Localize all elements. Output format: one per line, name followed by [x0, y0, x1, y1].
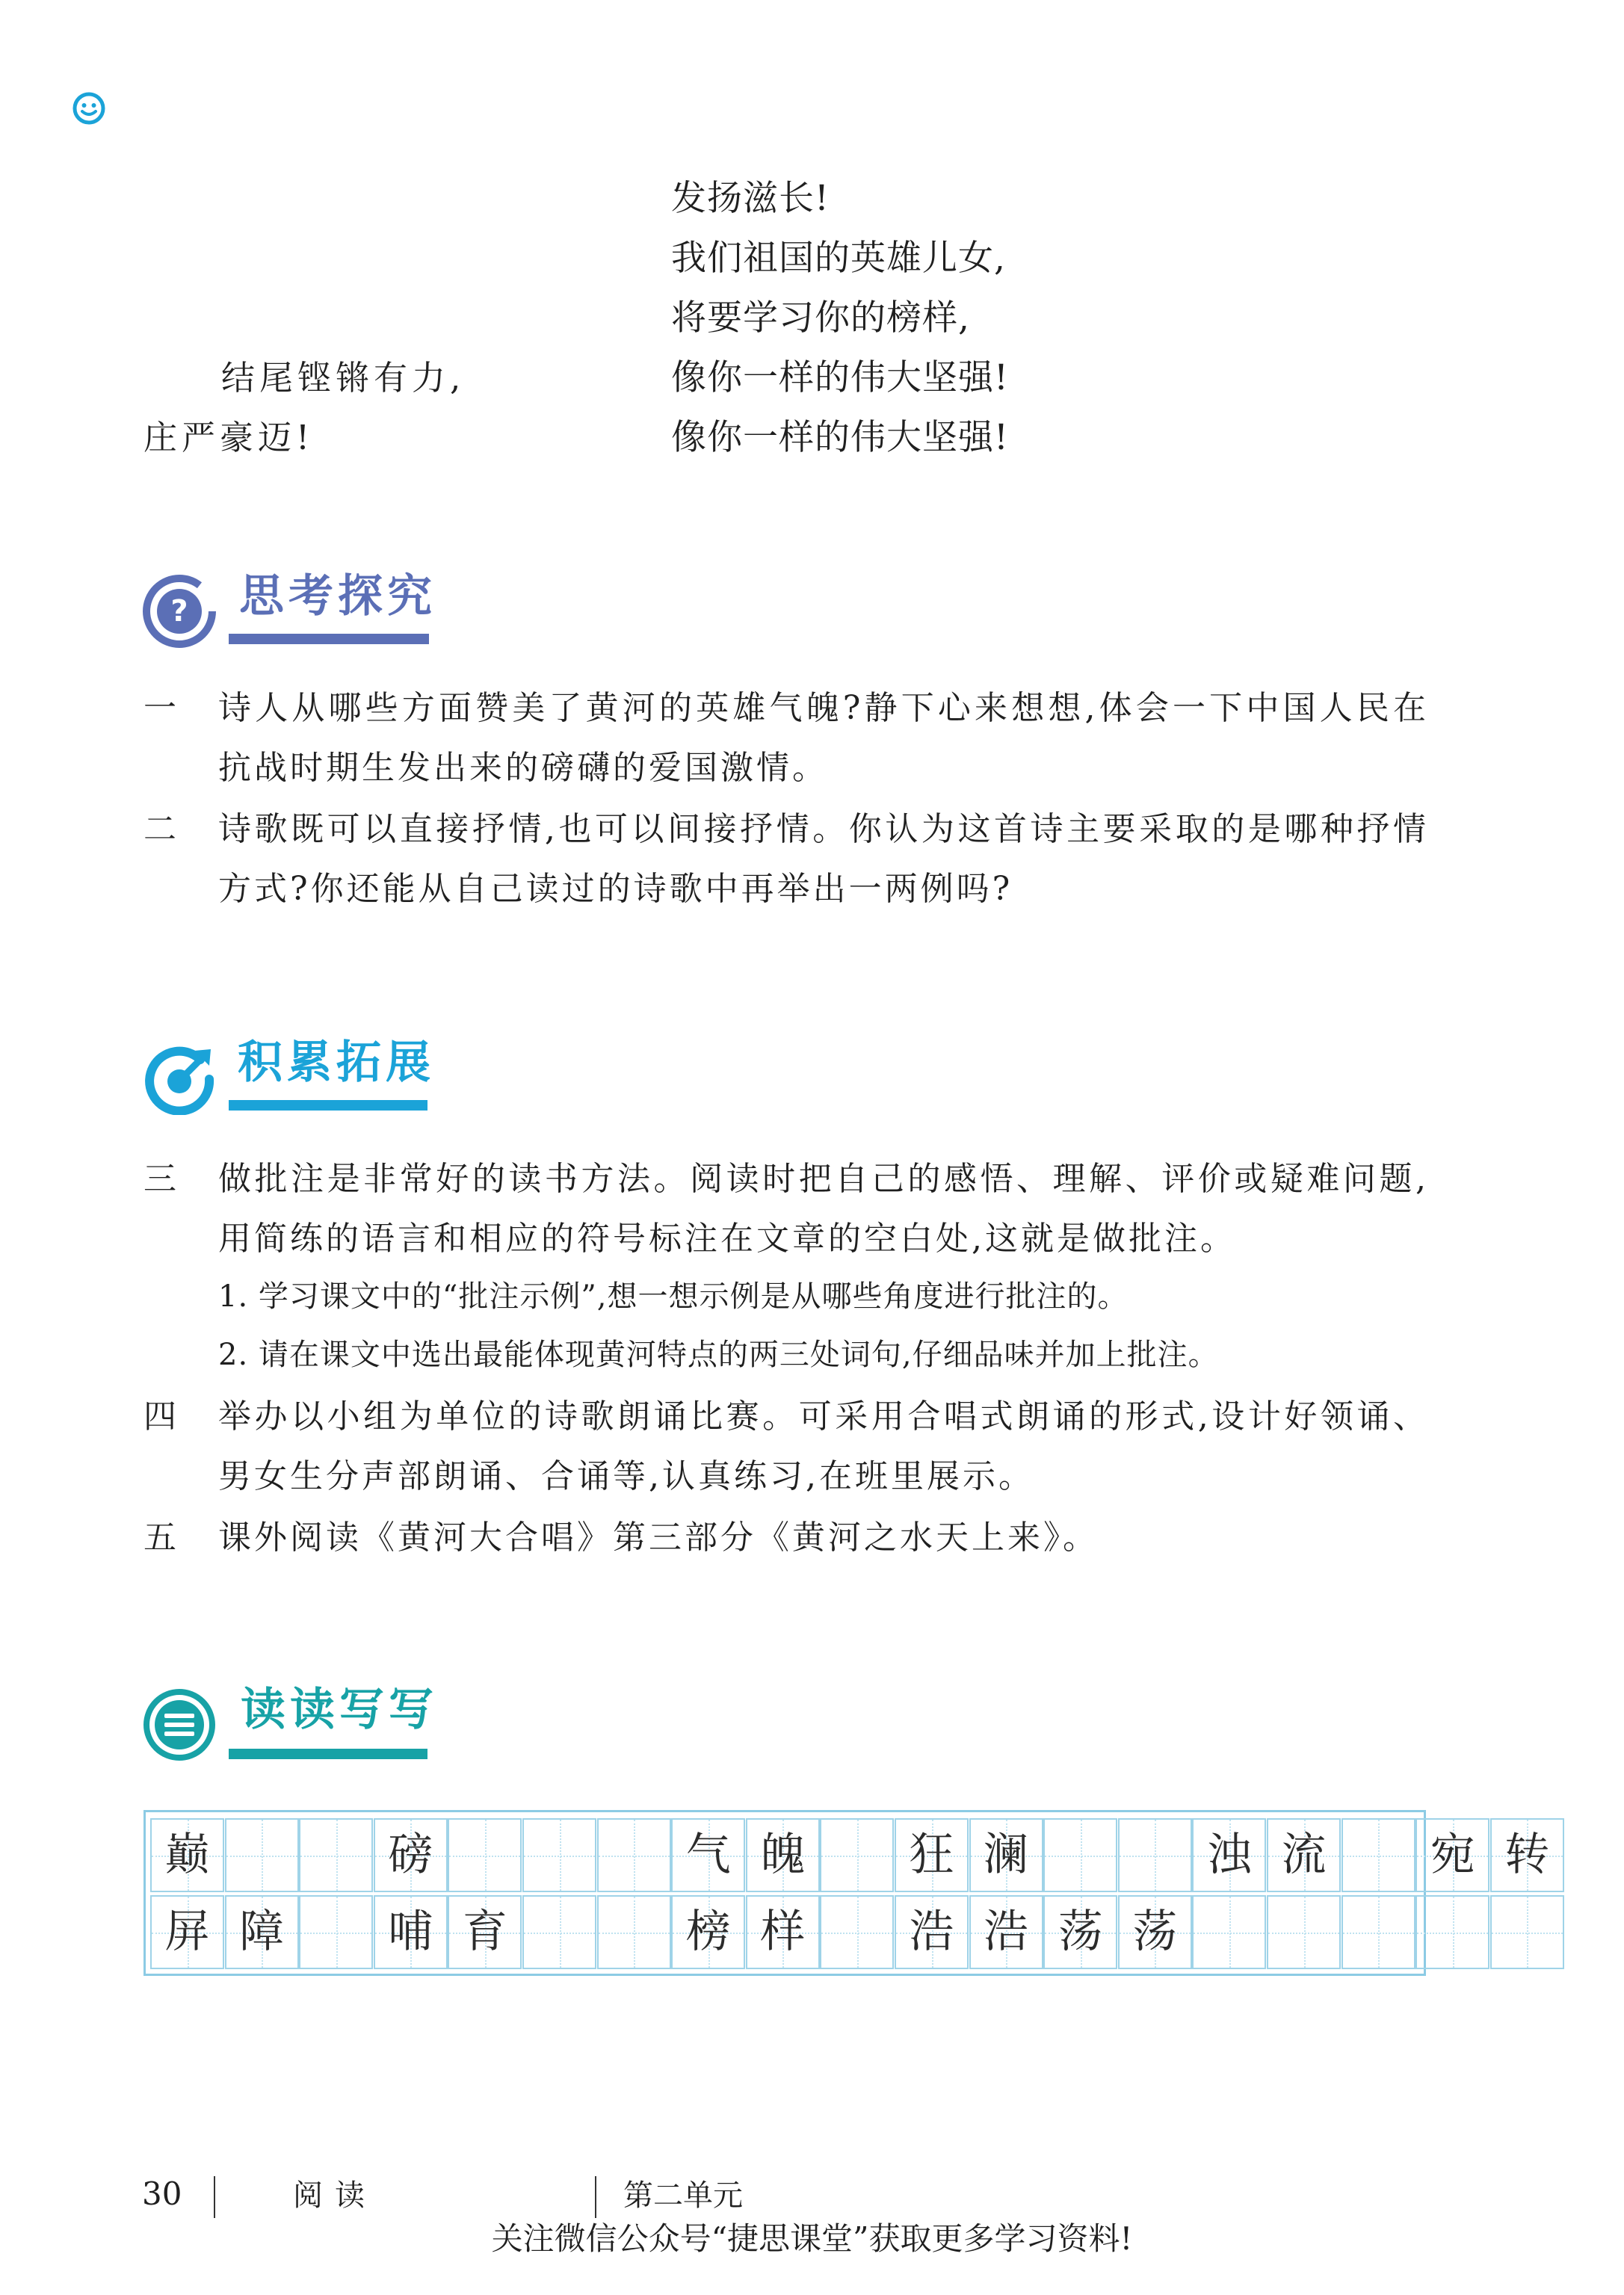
- question-item: [143, 1508, 1429, 1568]
- footer-section-label: 阅读: [293, 2178, 377, 2213]
- question-text: 诗人从哪些方面赞美了黄河的英雄气魄?静下心来想想,体会一下中国人民在抗战时期生发出来的磅礴的爱国激情。: [218, 689, 1429, 787]
- section-title-extend: 积累拓展: [238, 1037, 435, 1089]
- vocab-char: [448, 1818, 522, 1892]
- question-text: 做批注是非常好的读书方法。阅读时把自己的感悟、理解、评价或疑难问题,用简练的语言和相应的符号标注在文章的空白处,这就是做批注。: [218, 1160, 1429, 1258]
- poem-line: 像你一样的伟大坚强!: [671, 417, 1009, 458]
- vocab-char: [1043, 1818, 1117, 1892]
- question-text: 课外阅读《黄河大合唱》第三部分《黄河之水天上来》。: [218, 1519, 1099, 1557]
- svg-text:?: ?: [170, 594, 188, 628]
- question-number: 三: [143, 1160, 176, 1198]
- vocab-char: [1267, 1895, 1341, 1969]
- question-mark-icon: [142, 574, 217, 649]
- vocab-char: 磅: [388, 1829, 433, 1881]
- question-item: [143, 1387, 1429, 1507]
- footer-notice: 关注微信公众号“捷思课堂”获取更多学习资料!: [491, 2220, 1133, 2257]
- question-number: 五: [143, 1519, 176, 1557]
- vocab-char: [299, 1818, 373, 1892]
- vocab-char: 荡: [1132, 1906, 1178, 1958]
- vocab-char: 宛: [1430, 1829, 1475, 1881]
- vocab-char: 障: [239, 1906, 285, 1958]
- vocab-char: 样: [760, 1906, 806, 1958]
- vocab-char: 哺: [388, 1906, 433, 1958]
- vocab-char: 巅: [164, 1829, 210, 1881]
- vocab-char: [820, 1895, 894, 1969]
- accumulate-arrow-icon: [142, 1040, 217, 1115]
- question-item: [143, 679, 1429, 798]
- vocab-char: 荡: [1058, 1906, 1103, 1958]
- question-text: 举办以小组为单位的诗歌朗诵比赛。可采用合唱式朗诵的形式,设计好领诵、男女生分声部朗诵、合诵等,认真练习,在班里展示。: [218, 1397, 1429, 1495]
- vocab-char: [299, 1895, 373, 1969]
- poem-line: 像你一样的伟大坚强!: [671, 357, 1009, 398]
- question-number: 一: [143, 689, 176, 727]
- vocab-char: [1342, 1818, 1415, 1892]
- poem-line: 我们祖国的英雄儿女,: [671, 238, 1006, 279]
- section-underline: [229, 634, 429, 644]
- annotation-line: 结尾铿锵有力,: [221, 358, 466, 398]
- section-underline: [229, 1100, 427, 1111]
- section-title-think: 思考探究: [239, 570, 436, 623]
- footer-divider: [595, 2176, 596, 2218]
- vocab-char: [522, 1818, 596, 1892]
- vocab-char: 魄: [760, 1829, 806, 1881]
- poem-line: 将要学习你的榜样,: [671, 297, 970, 339]
- vocab-char: 浩: [984, 1906, 1029, 1958]
- question-item: [143, 800, 1429, 919]
- footer-unit-label: 第二单元: [623, 2178, 743, 2213]
- vocab-char: 浊: [1206, 1829, 1252, 1881]
- footer-divider: [214, 2176, 215, 2218]
- vocab-char: 浩: [909, 1906, 954, 1958]
- question-number: 四: [143, 1397, 176, 1436]
- vocab-char: [820, 1818, 894, 1892]
- vocab-char: 流: [1281, 1829, 1327, 1881]
- vocab-char: [1490, 1895, 1564, 1969]
- vocab-char: 屏: [164, 1906, 210, 1958]
- vocab-char: 澜: [984, 1829, 1029, 1881]
- question-number: 二: [143, 810, 176, 848]
- annotation-line: 庄严豪迈!: [143, 418, 315, 457]
- vocab-char: [597, 1818, 671, 1892]
- poem-line: 发扬滋长!: [671, 178, 830, 219]
- page-number: 30: [142, 2175, 182, 2212]
- section-title-readwrite: 读读写写: [241, 1684, 438, 1736]
- section-underline: [229, 1749, 427, 1759]
- sub-item: 2. 请在课文中选出最能体现黄河特点的两三处词句,仔细品味并加上批注。: [218, 1338, 1219, 1372]
- vocab-char: 榜: [685, 1906, 731, 1958]
- question-item: [143, 1149, 1429, 1269]
- vocabulary-grid: [143, 1810, 1550, 1976]
- sub-item: 1. 学习课文中的“批注示例”,想一想示例是从哪些角度进行批注的。: [218, 1279, 1129, 1314]
- vocab-char: [1342, 1895, 1415, 1969]
- vocab-char: [1192, 1895, 1266, 1969]
- vocab-char: 转: [1504, 1829, 1550, 1881]
- list-lines-icon: [142, 1687, 217, 1762]
- vocab-char: 狂: [909, 1829, 954, 1881]
- vocab-char: [1415, 1895, 1489, 1969]
- vocab-char: [597, 1895, 671, 1969]
- vocab-char: 育: [462, 1906, 507, 1958]
- vocab-char: [1118, 1818, 1192, 1892]
- vocab-char: [522, 1895, 596, 1969]
- vocab-char: [225, 1818, 299, 1892]
- vocab-char: 气: [685, 1829, 731, 1881]
- question-text: 诗歌既可以直接抒情,也可以间接抒情。你认为这首诗主要采取的是哪种抒情方式?你还能从自己读过的诗歌中再举出一两例吗?: [218, 810, 1429, 908]
- smiley-icon: [72, 91, 106, 126]
